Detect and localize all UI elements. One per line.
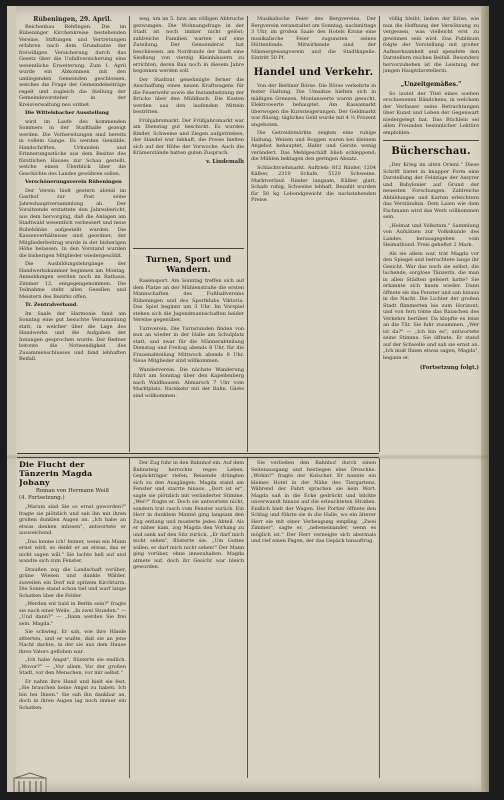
page-fold-shadow bbox=[7, 454, 489, 460]
column-rule bbox=[379, 16, 380, 452]
article-divider bbox=[133, 248, 244, 249]
paragraph: Wanderverein. Die nächste Wanderung führt am Sonntag über den Kapellenberg nach Waldhausen. Abmarsch 7 Uhr vom Marktplatz. Rückkehr mit der Bahn. Gäste sind willkommen. bbox=[133, 366, 244, 399]
paragraph: Im Saale der Harmonie fand am Sonntag eine gut besuchte Versammlung statt, in welcher über die Lage des Handwerks und die Aufgaben der Innungen gesprochen wurde. Der Redner betonte die Notwendigkeit des Zusammenschlusses und fand lebhaften Beifall. bbox=[19, 310, 126, 363]
column-2-top bbox=[133, 16, 244, 452]
paragraph: Turnverein. Die Turnstunden finden von nun an wieder in der Halle am Schulplatz statt, und zwar für die Männerabteilung Dienstag und Freitag abends 8 Uhr, für die Frauenabteilung Mittwoch abends 8 Uhr. Neue Mitglieder sind willkommen. bbox=[133, 325, 244, 364]
paragraph: Die Getreidemärkte zeigten eine ruhige Haltung. Weizen und Roggen waren bei kleinem Angebot behauptet, Hafer und Gerste wenig verändert. Das Mehlgeschäft blieb schleppend; die Mühlen beklagen den geringen Absatz. bbox=[251, 130, 376, 162]
novel-column-3 bbox=[251, 460, 376, 778]
section-heading-sports: Turnen, Sport und Wandern. bbox=[145, 254, 232, 274]
column-rule bbox=[379, 458, 380, 778]
paragraph: Die Ausbildungslehrgänge der Handwerkskammer beginnen am Montag. Anmeldungen werden noch im Rathaus, Zimmer 12, entgegengenommen. Die Teilnahme steht allen Gesellen und Meistern des Bezirks offen. bbox=[19, 261, 126, 300]
paragraph: wird im Laufe des kommenden Sommers in der Stadthalle gezeigt werden. Die Vorbereitungen sind bereits in vollem Gange. Es werden Gemälde, Handschriften, Urkunden und Erinnerungsstücke aus dem Besitze des fürstlichen Hauses zur Schau gestellt, welche einen Überblick über die Geschichte des Landes gewähren sollen. bbox=[19, 118, 126, 177]
article-text bbox=[133, 16, 244, 244]
column-rule bbox=[129, 458, 130, 778]
paragraph: Als sie allein war, trat Magda vor den Spiegel und betrachtete lange ihr Gesicht. War das noch sie selbst, die lachende, sorglose Tänzerin, die man in allen Städten gefeiert hatte? Sie erkannte sich kaum wieder. Dann öffnete sie das Fenster und sah hinaus in die Nacht. Die Lichter der großen Stadt flimmerten bis zum Horizont, und von fern tönte das Rauschen des Verkehrs herüber. Da klopfte es leise an die Tür. Sie fuhr zusammen. „Wer ist da?" — „Ich bin es", antwortete seine Stimme. Sie öffnete. Er stand auf der Schwelle und sah sie ernst an. „Ich muß Ihnen etwas sagen, Magda", begann er. bbox=[383, 250, 479, 361]
novel-column-1 bbox=[19, 460, 126, 778]
novel-continuation: (4. Fortsetzung.) bbox=[19, 494, 65, 501]
paragraph: Sie schwieg. Er sah, wie ihre Hände zitterten, und er wußte, daß sie an jene Nacht dachte, in der sie aus dem Hause ihres Vaters geflohen war. bbox=[19, 629, 126, 655]
page-edge bbox=[481, 6, 489, 792]
subhead: Verschönerungsverein Rübeningen bbox=[25, 179, 122, 186]
paragraph: Sie verließen den Bahnhof durch einen Seitenausgang und bestiegen eine Droschke. „Wohin?" fragte der Kutscher. Er nannte ein kleines Hotel in der Nähe des Tiergartens. Während der Fahrt sprachen sie kein Wort. Magda saß in die Ecke gedrückt und blickte unverwandt hinaus auf die erleuchteten Straßen. Endlich hielt der Wagen. Der Portier öffnete den Schlag und führte sie in die Halle, wo ein älterer Herr sie mit einer Verbeugung empfing. „Zwei Zimmer", sagte er, „nebeneinander, wenn es möglich ist." Der Herr verneigte sich abermals und rief einen Pagen, der das Gepäck hinauftrug. bbox=[251, 460, 376, 544]
paragraph: „Ich habe Angst", flüsterte sie endlich. „Wovor?" — „Vor allem. Vor der großen Stadt, vor den Menschen, vor mir selbst." bbox=[19, 657, 126, 677]
article-text bbox=[383, 16, 479, 75]
column-4 bbox=[383, 16, 479, 780]
library-logo-icon bbox=[13, 772, 47, 792]
novel-title: Die Flucht der Tänzerin Magda Jobany bbox=[19, 460, 93, 487]
paragraph: Er nahm ihre Hand und hielt sie fest. „Sie brauchen keine Angst zu haben. Ich bin bei Ihnen." Sie sah ihn dankbar an, doch in ihren Augen lag noch immer ein Schatten. bbox=[19, 678, 126, 711]
article-text bbox=[251, 83, 376, 204]
column-rule bbox=[247, 458, 248, 778]
paragraph: „Warum sind Sie so ernst geworden?" fragte sie plötzlich und sah ihn mit ihren großen dunklen Augen an. „Ich habe an etwas denken müssen", antwortete er ausweichend. bbox=[19, 504, 126, 537]
paragraph: Der Verein hielt gestern abend im Gasthof zur Post seine Jahreshauptversammlung ab. Der Vorsitzende erstattete den Jahresbericht, aus dem hervorging, daß die Anlagen am Stadtwald wesentlich verbessert und neue Ruhebänke aufgestellt wurden. Die Kassenverhältnisse sind geordnet; der Mitgliederbeitrag wurde in der bisherigen Höhe belassen. In den Vorstand wurden die bisherigen Mitglieder wiedergewählt. bbox=[19, 187, 126, 259]
paragraph: „Werden wir bald in Berlin sein?" fragte sie nach einer Weile. „In zwei Stunden." — „Und dann?" — „Dann werden Sie frei sein, Magda." bbox=[19, 601, 126, 627]
novel-byline: Roman von Hermann Weiß bbox=[35, 488, 110, 494]
novel-text bbox=[19, 504, 126, 711]
paragraph: Draußen zog die Landschaft vorüber, grüne Wiesen und dunkle Wälder, zuweilen ein Dorf mit spitzem Kirchturm. Die Sonne stand schon tief und warf lange Schatten über die Felder. bbox=[19, 566, 126, 599]
paragraph: Reichenbau Rehfingen. Die im Rübeninger Kirchenkreise bestehenden Vereine, Stiftungen und Vertretungen erfahren nach dem Grundsatze der freiwilligen Versicherung durch das Gesetz über die Unfallversicherung eine wesentliche Erweiterung. Zum 1. April wurde ein Abkommen mit den umliegenden Gemeinden geschlossen, welches die Frage der Gemeindebeiträge regelt und zugleich die Stellung der Gemeindevorsteher in der Kreisverwaltung neu ordnet. bbox=[19, 23, 126, 108]
paragraph: Von der Berliner Börse. Die Börse verkehrte in fester Haltung. Die Umsätze hielten sich in mäßigen Grenzen. Montanwerte waren gesucht, Elektrowerte behauptet. Am Kassamarkt überwogen die Kurssteigerungen. Der Geldmarkt war flüssig; tägliches Geld wurde mit 4 ½ Prozent angeboten. bbox=[251, 82, 376, 128]
subhead: Die Wittelsbacher Ausstellung bbox=[25, 110, 109, 117]
paragraph: Musikalische Feier des Bergvereins. Der Bergverein veranstaltet am Sonntag, nachmittags 3 Uhr, im großen Saale des Hotels Krone eine musikalische Feier zugunsten seines Hüttenfonds. Mitwirkende sind der Männergesangverein und die Stadtkapelle. Eintritt 50 Pf. bbox=[251, 16, 376, 61]
paragraph: So lautet der Titel eines soeben erschienenen Bändchens, in welchem der Verfasser seine Betrachtungen über Kunst und Leben der Gegenwart niedergelegt hat. Das Büchlein sei allen Freunden besinnlicher Lektüre empfohlen. bbox=[383, 90, 479, 136]
novel-text bbox=[133, 460, 244, 571]
continuation-note: (Fortsetzung folgt.) bbox=[419, 365, 479, 371]
paragraph: „Das kenne ich! Immer, wenn ein Mann ernst wird, so denkt er an etwas, das er nicht sagen will." Sie lachte hell auf und wandte sich zum Fenster. bbox=[19, 538, 126, 565]
article-text bbox=[133, 278, 244, 399]
subhead: „Unzeitgemäßes." bbox=[400, 80, 462, 88]
signature: v. Lindemalh bbox=[206, 158, 244, 165]
column-rule bbox=[129, 16, 130, 452]
column-1-top bbox=[19, 16, 126, 452]
subhead: Tr. Zentralverband. bbox=[25, 302, 78, 309]
paragraph: „Der Krieg im alten Orient." Diese Schrift bietet in knapper Form eine Darstellung der Feldzüge der Assyrer und Babylonier auf Grund der neuesten Forschungen. Zahlreiche Abbildungen und Karten erleichtern das Verständnis. Dem Laien wie dem Fachmann wird das Werk willkommen sein. bbox=[383, 162, 479, 220]
novel-column-2 bbox=[133, 460, 244, 778]
paragraph: Rasensport. Am Sonntag treffen sich auf dem Platze an der Mühlenstraße die ersten Mannschaften des Fußballvereins Rübeningen und des Sportklubs Viktoria. Das Spiel beginnt um 3 Uhr. Im Vorspiel stehen sich die Jugendmannschaften beider Vereine gegenüber. bbox=[133, 278, 244, 323]
newspaper-page bbox=[7, 6, 489, 792]
paragraph: völlig bleibt, ließen der Krise, wie nun die Hoffnung der Versöhnung zu vergessen, was vielleicht erst zu gewinnen sein wird. Das Publikum folgte der Vorstellung mit großer Aufmerksamkeit und spendete den Darstellern reichen Beifall. Besonders hervorzuheben ist die Leistung der jungen Hauptdarstellerin. bbox=[383, 16, 479, 74]
paragraph: Der Zug fuhr in den Bahnhof ein. Auf dem Bahnsteig herrschte reges Leben. Gepäckträger riefen, Reisende drängten sich zu den Ausgängen. Magda stand am Fenster und starrte hinaus. „Dort ist er", sagte sie plötzlich mit veränderter Stimme. „Wer?" fragte er. Doch sie antwortete nicht, sondern trat rasch vom Fenster zurück. Ein Herr in dunklem Mantel ging langsam den Zug entlang und musterte jedes Abteil. Als er näher kam, zog Magda den Vorhang zu und sank auf den Sitz zurück. „Er darf mich nicht sehen", flüsterte sie. „Um Gottes willen, er darf mich nicht sehen!" Der Mann ging vorüber, ohne innezuhalten. Magda atmete auf, doch ihr Gesicht war bleich geworden. bbox=[133, 460, 244, 570]
sports-section bbox=[133, 254, 244, 401]
column-rule bbox=[247, 16, 248, 452]
article-text bbox=[19, 24, 126, 363]
paragraph: weg, um im 5. bzw. am völligen Abbruche gezwungen. Die Wohnungsfrage in der Stadt ist noch immer nicht gelöst; zahlreiche Familien warten auf eine Zuteilung. Der Gemeinderat hat beschlossen, am Nordrande der Stadt eine Siedlung von vierzig Kleinhäusern zu errichten, deren Bau noch in diesem Jahre begonnen werden soll. bbox=[133, 16, 244, 74]
section-heading-commerce: Handel und Verkehr. bbox=[253, 66, 374, 78]
section-heading-books: Bücherschau. bbox=[391, 146, 471, 157]
article-text bbox=[251, 16, 376, 62]
column-3-top bbox=[251, 16, 376, 452]
paragraph: Der Stadtrat genehmigte ferner die Anschaffung eines neuen Kraftwagens für die Feuerwehr sowie die Instandsetzung der Brücke über den Mühlbach. Die Kosten werden aus den laufenden Mitteln bestritten. bbox=[133, 76, 244, 115]
article-text bbox=[383, 162, 479, 361]
paragraph: Schlachtviehmarkt. Auftrieb: 812 Rinder, 1204 Kälber, 2310 Schafe, 5120 Schweine. Marktverlauf: Rinder langsam, Kälber glatt, Schafe ruhig, Schweine lebhaft. Bezahlt wurden für 50 kg Lebendgewicht die nachstehenden Preise. bbox=[251, 164, 376, 203]
page-gutter bbox=[7, 6, 16, 792]
dateline: Rübeningen, 29. April. bbox=[33, 16, 112, 23]
paragraph: Frühjahrsmarkt. Der Frühjahrsmarkt war am Dienstag gut beschickt. Es wurden Rinder, Schweine und Ziegen aufgetrieben; der Handel war lebhaft, die Preise hielten sich auf der Höhe der Vorwoche. Auch die Krämerstände hatten guten Zuspruch. bbox=[133, 117, 244, 156]
article-text bbox=[383, 91, 479, 137]
paragraph: „Heimat und Volkstum." Sammlung von Aufsätzen zur Volkskunde des Landes, herausgegeben vom Heimatbund. Preis geheftet 2 Mark. bbox=[383, 222, 479, 248]
novel-text bbox=[251, 460, 376, 545]
article-divider bbox=[383, 140, 479, 141]
